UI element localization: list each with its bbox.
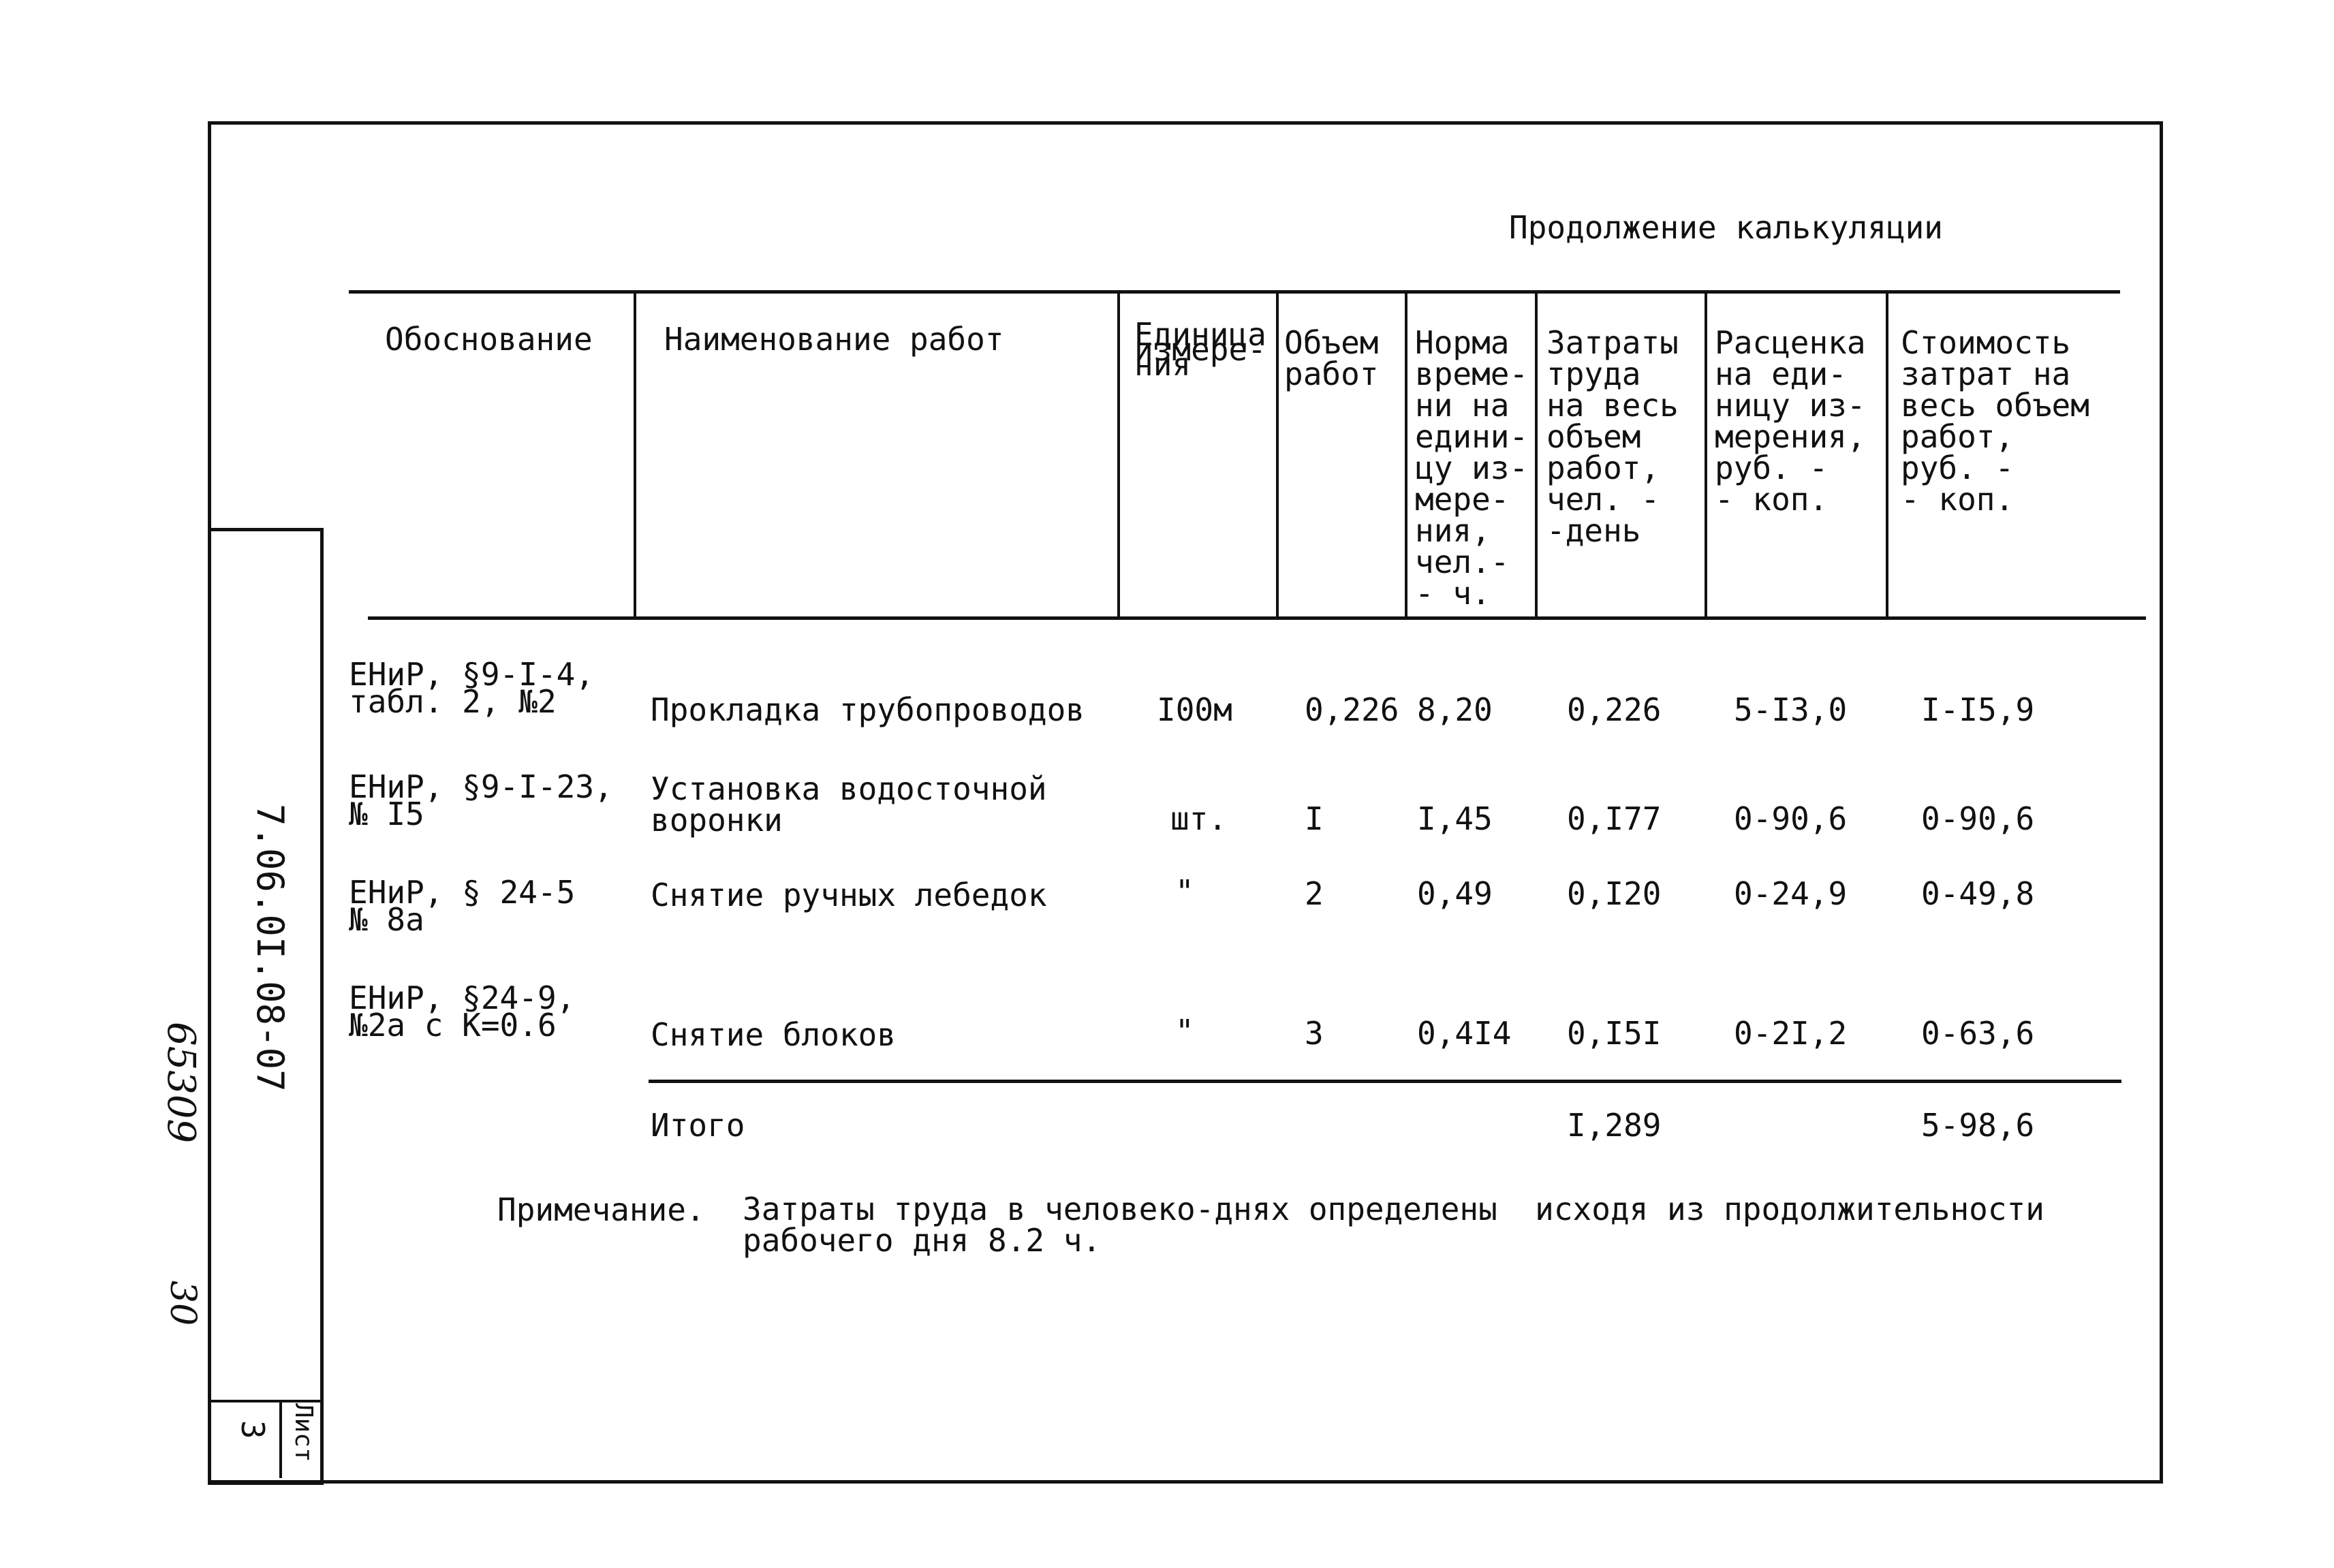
total-label: Итого [651,1107,745,1144]
row-3-norm: 0,49 [1417,875,1493,912]
row-2-cost: 0-90,6 [1921,800,2035,837]
row-1-unit: I00м [1157,691,1232,728]
row-1-basis: ЕНиР, §9-I-4, табл. 2, №2 [349,656,595,720]
handwritten-page-number: 30 [162,1281,203,1326]
row-4-volume: 3 [1305,1015,1324,1052]
col-sep-6 [1705,293,1707,618]
col-sep-1 [634,293,636,618]
sheet-label: Лист [290,1403,317,1462]
continuation-title: Продолжение калькуляции [1509,209,1943,246]
handwritten-number: 65309 [159,1022,203,1144]
header-work-name: Наименование работ [664,321,1004,358]
row-2-volume: I [1305,800,1324,837]
col-sep-7 [1886,293,1888,618]
header-labor: Затраты труда на весь объем работ, чел. - -день [1546,324,1679,549]
note-text: Затраты труда в человеко-днях определены исходя из продолжительности рабочего дня 8.2 ч. [743,1191,2044,1259]
row-2-rate: 0-90,6 [1734,800,1848,837]
header-unit: Единица измере- ния [1134,316,1266,383]
header-norm: Норма време- ни на едини- цу из- мере- ния, чел.- - ч. [1415,324,1529,612]
row-4-labor: 0,I5I [1567,1015,1662,1052]
row-2-basis: ЕНиР, §9-I-23, № I5 [349,768,613,832]
row-4-name: Снятие блоков [651,1016,897,1053]
col-sep-4 [1405,293,1407,618]
total-cost: 5-98,6 [1921,1107,2035,1144]
col-sep-3 [1276,293,1279,618]
row-3-cost: 0-49,8 [1921,875,2035,912]
row-1-volume: 0,226 [1305,691,1399,728]
row-4-basis: ЕНиР, §24-9, №2а с К=0.6 [349,979,576,1044]
total-labor: I,289 [1567,1107,1662,1144]
col-sep-5 [1535,293,1538,618]
row-2-name: Установка водосточной воронки [651,770,1047,838]
row-1-rate: 5-I3,0 [1734,691,1848,728]
row-4-cost: 0-63,6 [1921,1015,2035,1052]
row-1-cost: I-I5,9 [1921,691,2035,728]
row-3-unit: " [1175,873,1194,910]
document-code: 7.06.0I.08-07 [249,804,292,1092]
row-3-labor: 0,I20 [1567,875,1662,912]
sheet-divider [279,1400,282,1478]
header-rate: Расценка на еди- ницу из- мерения, руб. - - коп. [1715,324,1866,518]
row-2-norm: I,45 [1417,800,1493,837]
row-3-name: Снятие ручных лебедок [651,877,1047,913]
total-rule [649,1080,2121,1083]
row-3-volume: 2 [1305,875,1324,912]
title-block-divider [208,1400,320,1402]
header-cost: Стоимость затрат на весь объем работ, руб. - - коп. [1901,324,2089,518]
row-3-basis: ЕНиР, § 24-5 № 8а [349,874,576,938]
row-1-norm: 8,20 [1417,691,1493,728]
row-2-unit: шт. [1170,800,1228,837]
col-sep-2 [1117,293,1120,618]
note-label: Примечание. [497,1191,705,1228]
row-4-rate: 0-2I,2 [1734,1015,1848,1052]
header-volume: Объем работ [1284,324,1379,392]
row-3-rate: 0-24,9 [1734,875,1848,912]
row-4-unit: " [1175,1013,1194,1050]
row-1-name: Прокладка трубопроводов [651,691,1085,728]
sheet-number: 3 [234,1420,271,1439]
header-basis: Обоснование [385,321,593,358]
header-top-rule [349,290,2120,294]
row-2-labor: 0,I77 [1567,800,1662,837]
row-4-norm: 0,4I4 [1417,1015,1512,1052]
row-1-labor: 0,226 [1567,691,1662,728]
